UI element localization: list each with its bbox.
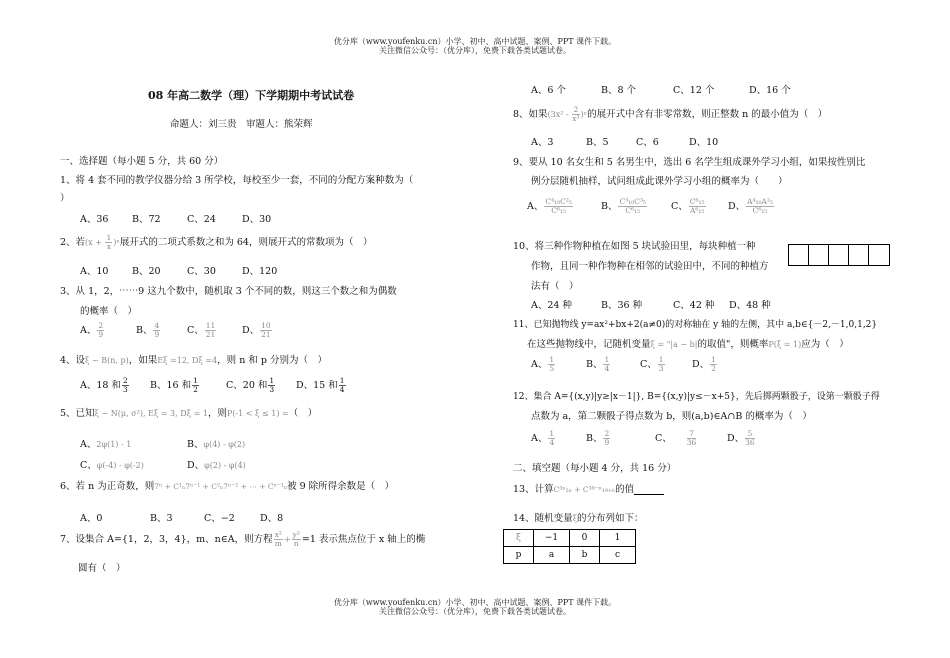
q5-text — [60, 405, 317, 419]
q4-b-num: 1 — [193, 376, 198, 385]
q4-c-den: 3 — [269, 385, 275, 394]
q1-option-c: C、24 — [187, 214, 216, 225]
q2-text — [60, 234, 372, 251]
q12-d-num: 5 — [745, 430, 755, 439]
q12-option-a-label: A、 — [531, 433, 548, 444]
q7-text — [60, 531, 425, 548]
q4-mid: ，如果 — [128, 355, 158, 366]
q5-option-c-value: φ(-4) - φ(-2) — [96, 461, 144, 470]
q9-option-a — [527, 198, 574, 215]
q13-text — [513, 481, 664, 495]
q3-a-num: 2 — [98, 321, 104, 330]
q3-option-a-frac — [97, 322, 104, 339]
q1-option-a: A、36 — [80, 214, 109, 225]
q11-option-b — [586, 356, 611, 373]
q9-option-d-frac — [746, 198, 774, 215]
q3-option-a — [80, 322, 105, 339]
q7-option-b: B、8 个 — [601, 85, 637, 96]
q12-option-b — [586, 430, 611, 447]
q3-text-cont: 的概率（ ） — [80, 306, 138, 317]
q9-c-num: C⁶₁₅ — [689, 197, 705, 206]
q11-cont-mid: 的取值"，则概率 — [697, 339, 769, 350]
q6-option-b: B、3 — [150, 513, 173, 524]
q4-a-num: 2 — [122, 376, 128, 385]
q4-option-b-label: B、16 和 — [150, 380, 192, 391]
q10-text: 10、将三种作物种植在如图 5 块试验田里，每块种植一种 — [513, 241, 756, 252]
field-plot-5 — [869, 245, 889, 265]
q5-expr2: P(-1 < ξ ≤ 1) = — [226, 409, 289, 418]
q1-option-d: D、30 — [242, 214, 272, 225]
table-row — [504, 530, 636, 547]
q4-pre: 4、设 — [60, 355, 86, 366]
q9-option-d-label: D、 — [728, 201, 746, 212]
q9-option-b-label: B、 — [601, 201, 618, 212]
q10-option-c: C、42 种 — [673, 300, 715, 311]
q3-option-d-label: D、 — [242, 325, 260, 336]
q4-b-den: 2 — [193, 385, 198, 394]
q9-a-num: C⁴₁₀C²₅ — [545, 197, 572, 206]
q5-option-a-value: 2φ(1) - 1 — [96, 440, 132, 449]
table-cell: ξ — [504, 530, 534, 547]
q5-option-b — [187, 436, 245, 450]
q5-mid: ，则 — [207, 408, 227, 419]
field-plot-3 — [829, 245, 849, 265]
distribution-table — [503, 529, 636, 564]
q6-post: 被 9 除所得余数是（ ） — [287, 481, 395, 492]
table-cell: 0 — [570, 530, 600, 547]
q4-option-a — [80, 377, 130, 394]
q3-option-b — [136, 322, 161, 339]
q3-b-den: 9 — [154, 330, 160, 339]
q10-text-cont: 法有（ ） — [531, 281, 579, 292]
q12-text-cont: 点数为 a，第二颗骰子得点数为 b，则(a,b)∈A∩B 的概率为（ ） — [531, 411, 812, 422]
q14-sym: ξ — [572, 514, 577, 523]
q3-b-num: 4 — [154, 321, 160, 330]
q7-frac-1 — [274, 531, 283, 548]
q5-option-d-label: D、 — [187, 460, 205, 471]
q6-option-a: A、0 — [80, 513, 103, 524]
q11-a-den: 5 — [549, 364, 555, 373]
table-cell: p — [504, 547, 534, 564]
q8-frac — [572, 106, 579, 123]
q4-option-a-frac — [122, 377, 129, 394]
q12-option-c — [655, 430, 697, 447]
q12-c-num: 7 — [687, 430, 697, 439]
q12-text: 12、集合 A={(x,y)|y≥|x－1|}, B={(x,y)|y≤－x+5}，先后掷两颗骰子，设第一颗骰子得 — [513, 392, 880, 402]
q8-option-d: D、10 — [689, 137, 719, 148]
q4-option-c-label: C、20 和 — [226, 380, 268, 391]
q12-option-d-frac — [745, 430, 755, 447]
q12-option-a-frac — [548, 430, 555, 447]
q8-post: 的展开式中含有非零常数，则正整数 n 的最小值为（ ） — [587, 109, 828, 120]
q4-text — [60, 352, 327, 366]
q10-option-d: D、48 种 — [729, 300, 771, 311]
q4-option-b-frac — [192, 377, 199, 394]
q4-c-num: 1 — [269, 376, 275, 385]
q11-option-c-frac — [658, 356, 665, 373]
q11-text: 11、已知抛物线 y=ax²+bx+2(a≠0)的对称轴在 y 轴的左侧，其中 a,b∈{－2,－1,0,1,2} — [513, 320, 878, 330]
q3-a-den: 9 — [98, 330, 104, 339]
q4-a-den: 3 — [122, 385, 128, 394]
q5-option-a-label: A、 — [80, 439, 97, 450]
q7-n1: x² — [274, 530, 282, 539]
q8-option-b: B、5 — [586, 137, 609, 148]
header-line-1: 优分库（www.youfenku.cn）小学、初中、高中试题、案例、PPT 课件下载。 — [333, 37, 617, 46]
q9-option-a-label: A、 — [527, 201, 544, 212]
q3-c-den: 21 — [205, 330, 216, 339]
q8-option-a: A、3 — [531, 137, 554, 148]
q4-d-num: 1 — [339, 376, 345, 385]
q2-frac-num: 1 — [106, 233, 112, 242]
q2-expr: (x + — [85, 238, 105, 247]
q4-option-c-frac — [268, 377, 275, 394]
q4-expr: ξ ~ B(n, p) — [85, 356, 129, 365]
q5-option-c-label: C、 — [80, 460, 97, 471]
q3-text: 3、从 1，2，⋯⋯9 这九个数中，随机取 3 个不同的数，则这三个数之和为偶数 — [60, 286, 397, 297]
q9-option-c — [671, 198, 707, 215]
q10-text-line2: 作物，且同一种作物种在相邻的试验田中，不同的种植方 — [531, 261, 769, 272]
table-row — [504, 547, 636, 564]
q11-a-num: 1 — [549, 355, 555, 364]
q8-frac-num: 2 — [573, 105, 579, 114]
q2-post: 展开式的二项式系数之和为 64，则展开式的常数项为（ ） — [119, 237, 373, 248]
q6-text — [60, 478, 394, 492]
q12-option-a — [531, 430, 556, 447]
q14-pre: 14、随机变量 — [513, 513, 573, 524]
q11-option-d — [692, 356, 718, 373]
q2-option-d: D、120 — [242, 266, 278, 277]
q10-option-a: A、24 种 — [531, 300, 572, 311]
q1-option-b: B、72 — [132, 214, 161, 225]
q10-option-b: B、36 种 — [601, 300, 643, 311]
q9-d-num: A⁴₁₀A²₅ — [747, 197, 773, 206]
q12-option-d-label: D、 — [727, 433, 745, 444]
q7-plus: + — [283, 535, 291, 544]
q12-a-num: 1 — [549, 429, 555, 438]
q2-fraction — [105, 234, 112, 251]
q5-option-d-value: φ(2) - φ(4) — [204, 461, 246, 470]
q3-option-b-frac — [153, 322, 160, 339]
q12-option-c-frac — [687, 430, 697, 447]
q9-d-den: C⁶₁₅ — [752, 206, 768, 215]
q11-c-num: 1 — [658, 355, 664, 364]
q2-frac-den: x — [106, 242, 111, 251]
q9-option-a-frac — [544, 198, 573, 215]
q11-b-num: 1 — [604, 355, 610, 364]
q9-option-b-frac — [618, 198, 647, 215]
table-cell: a — [534, 547, 570, 564]
q3-d-den: 21 — [261, 330, 271, 339]
q11-d-den: 2 — [711, 364, 716, 373]
q2-option-b: B、20 — [132, 266, 161, 277]
q7-text-cont: 圆有（ ） — [78, 563, 126, 574]
q11-text-cont — [527, 336, 849, 350]
q3-option-d-frac — [260, 322, 272, 339]
q8-expr-end: )ⁿ — [580, 110, 588, 119]
q9-option-c-label: C、 — [671, 201, 688, 212]
q5-expr: ξ ~ N(μ, σ²), Eξ = 3, Dξ = 1 — [94, 409, 208, 418]
q4-option-c — [226, 377, 276, 394]
q8-frac-den: x³ — [572, 114, 580, 123]
q7-n2: y² — [292, 530, 300, 539]
q4-option-a-label: A、18 和 — [80, 380, 121, 391]
q8-expr: (3x² - — [547, 110, 572, 119]
q4-option-d-frac — [339, 377, 346, 394]
q11-d-num: 1 — [711, 355, 716, 364]
q5-pre: 5、已知 — [60, 408, 95, 419]
q12-b-num: 2 — [604, 429, 610, 438]
q11-option-a-frac — [548, 356, 555, 373]
q11-option-d-label: D、 — [692, 359, 710, 370]
q12-option-b-frac — [603, 430, 610, 447]
section2-heading: 二、填空题（每小题 4 分，共 16 分） — [513, 463, 677, 474]
q11-option-b-label: B、 — [586, 359, 603, 370]
q2-option-a: A、10 — [80, 266, 109, 277]
q11-option-a-label: A、 — [531, 359, 548, 370]
exam-authors: 命题人：刘三贵 审题人：熊荣辉 — [170, 119, 313, 130]
q3-option-c-label: C、 — [187, 325, 204, 336]
table-cell: 1 — [600, 530, 636, 547]
q3-option-c — [187, 322, 217, 339]
q1-text: 1、将 4 套不同的教学仪器分给 3 所学校，每校至少一套，不同的分配方案种数为（ — [60, 175, 414, 186]
table-cell: −1 — [534, 530, 570, 547]
q9-b-num: C³₁₀C³₅ — [619, 197, 646, 206]
q13-pre: 13、计算 — [513, 484, 554, 495]
q4-option-d — [296, 377, 347, 394]
q12-d-den: 36 — [745, 438, 755, 447]
q9-option-d — [728, 198, 775, 215]
q11-option-d-frac — [710, 356, 717, 373]
q14-text — [513, 510, 644, 524]
q4-d-den: 4 — [339, 385, 345, 394]
q7-option-d: D、16 个 — [749, 85, 791, 96]
q6-expr: 7ⁿ + C¹ₙ7ⁿ⁻¹ + C²ₙ7ⁿ⁻² + ⋯ + Cⁿ⁻¹ₙ — [154, 482, 288, 491]
field-plot-4 — [849, 245, 869, 265]
header-line-2: 关注微信公众号：（优分库），免费下载各类试题试卷。 — [379, 46, 571, 55]
q11-expr: ξ = "|a − b| — [650, 340, 698, 349]
table-cell: c — [600, 547, 636, 564]
q11-cont-post: 应为（ ） — [801, 339, 849, 350]
q14-post: 的分布列如下： — [577, 513, 644, 524]
q3-option-b-label: B、 — [136, 325, 153, 336]
field-plots-diagram — [788, 244, 890, 266]
q12-c-den: 36 — [686, 438, 697, 447]
q13-post: 的值 — [615, 484, 635, 495]
q7-frac-2 — [292, 531, 301, 548]
q5-option-b-value: φ(4) - φ(2) — [203, 440, 246, 449]
q8-pre: 8、如果 — [513, 109, 548, 120]
q4-option-d-label: D、15 和 — [296, 380, 338, 391]
q12-a-den: 4 — [549, 438, 555, 447]
q11-option-b-frac — [603, 356, 610, 373]
q11-option-c — [640, 356, 666, 373]
footer-line-2: 关注微信公众号：（优分库），免费下载各类试题试卷。 — [379, 607, 571, 616]
q11-option-a — [531, 356, 556, 373]
q12-option-b-label: B、 — [586, 433, 603, 444]
q9-option-c-frac — [689, 198, 706, 215]
q12-option-d — [727, 430, 756, 447]
q8-text — [513, 106, 827, 123]
q5-option-d — [187, 457, 246, 471]
q7-d1: m — [274, 539, 282, 548]
q11-c-den: 3 — [658, 364, 664, 373]
q7-d2: n — [293, 539, 299, 548]
q7-option-a: A、6 个 — [531, 85, 566, 96]
field-plot-2 — [809, 245, 829, 265]
q5-option-b-label: B、 — [187, 439, 204, 450]
q7-post: =1 表示焦点位于 x 轴上的椭 — [301, 534, 426, 545]
q6-pre: 6、若 n 为正奇数，则 — [60, 481, 155, 492]
q13-answer-blank[interactable] — [634, 486, 664, 495]
q3-c-num: 11 — [205, 321, 216, 330]
q9-c-den: A⁶₁₅ — [689, 206, 705, 215]
q2-option-c: C、30 — [187, 266, 216, 277]
q13-expr: C³ⁿ₂ₙ + C³⁸⁻ⁿ₁₉₊ₙ — [553, 485, 616, 494]
q4-option-b — [150, 377, 200, 394]
q6-option-d: D、8 — [260, 513, 284, 524]
q11-cont-pre: 在这些抛物线中，记随机变量 — [527, 339, 651, 350]
q2-expr-end: )ⁿ — [113, 238, 120, 247]
q9-b-den: C⁶₁₅ — [625, 206, 641, 215]
q7-pre: 7、设集合 A={1，2，3，4}，m、n∈A，则方程 — [60, 534, 273, 545]
q5-option-a — [80, 436, 131, 450]
q12-option-c-label: C、 — [655, 433, 672, 444]
q6-option-c: C、−2 — [204, 513, 235, 524]
q9-a-den: C⁶₁₅ — [551, 206, 567, 215]
q4-post: ，则 n 和 p 分别为（ ） — [217, 355, 327, 366]
q3-option-d — [242, 322, 273, 339]
q11-option-c-label: C、 — [640, 359, 657, 370]
exam-title: 08 年高二数学（理）下学期期中考试试卷 — [148, 89, 355, 102]
q3-option-c-frac — [205, 322, 217, 339]
q5-post: （ ） — [288, 408, 318, 419]
table-cell: b — [570, 547, 600, 564]
q12-b-den: 9 — [604, 438, 610, 447]
q7-option-c: C、12 个 — [673, 85, 715, 96]
q4-cond: Eξ =12, Dξ =4 — [157, 356, 218, 365]
field-plot-1 — [789, 245, 809, 265]
q1-text-cont: ） — [60, 193, 70, 204]
q5-option-c — [80, 457, 144, 471]
section1-heading: 一、选择题（每小题 5 分，共 60 分） — [60, 156, 224, 167]
q3-d-num: 10 — [261, 321, 271, 330]
q2-pre: 2、若 — [60, 237, 86, 248]
q8-option-c: C、6 — [636, 137, 659, 148]
q3-option-a-label: A、 — [80, 325, 97, 336]
q11-expr2: P(ξ = 1) — [768, 340, 802, 349]
q9-text: 9、要从 10 名女生和 5 名男生中，选出 6 名学生组成课外学习小组，如果按性别比 — [513, 157, 866, 168]
q9-option-b — [601, 198, 648, 215]
q11-b-den: 4 — [604, 364, 610, 373]
footer-line-1: 优分库（www.youfenku.cn）小学、初中、高中试题、案例、PPT 课件下载。 — [333, 598, 617, 607]
q9-text-cont: 例分层随机抽样，试问组成此课外学习小组的概率为（ ） — [531, 176, 788, 187]
